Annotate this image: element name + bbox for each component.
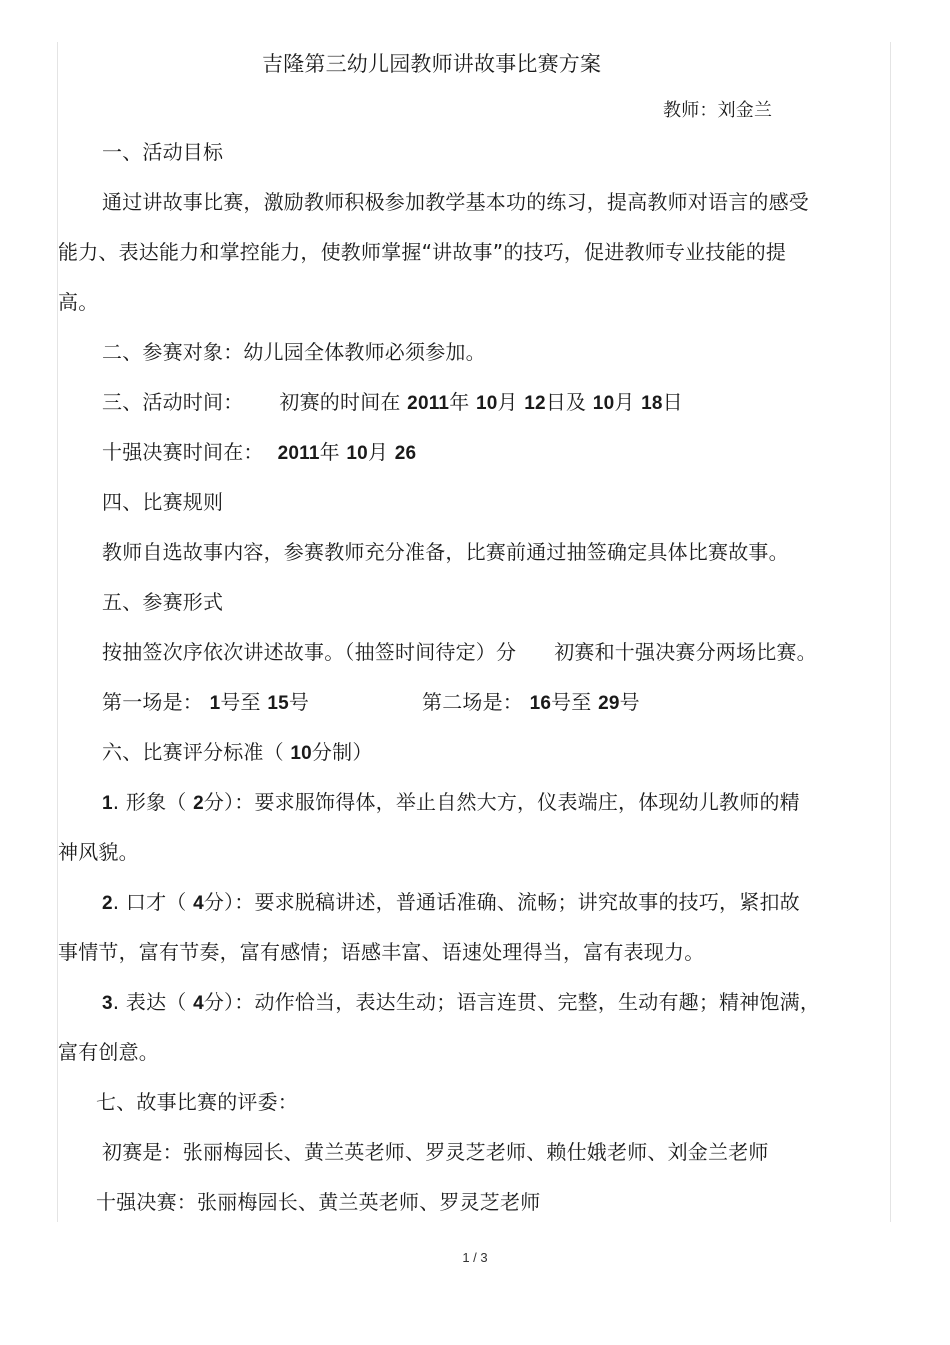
criterion-1-a: . 形象（ xyxy=(112,790,187,814)
section-5-paragraph-b: 初赛和十强决赛分两场比赛。 xyxy=(554,640,817,664)
final-month: 10 xyxy=(346,443,368,464)
group-1-to: 15 xyxy=(267,693,289,714)
section-5-group-1 xyxy=(102,689,309,717)
unit-month: 月 xyxy=(497,390,518,414)
section-5-group-2 xyxy=(422,689,640,717)
criterion-2-b: 分）：要求脱稿讲述，普通话准确、流畅；讲究故事的技巧，紧扣故 xyxy=(203,890,800,914)
judges-prelim: 初赛是：张丽梅园长、黄兰英老师、罗灵芝老师、赖仕娥老师、刘金兰老师 xyxy=(102,1140,769,1164)
section-3-prelim-line xyxy=(102,389,683,417)
group-1-label: 第一场是： xyxy=(102,690,203,714)
section-5-heading: 五、参赛形式 xyxy=(102,590,224,614)
judges-final: 十强决赛：张丽梅园长、黄兰英老师、罗灵芝老师 xyxy=(96,1190,541,1214)
group-2-mid: 号至 xyxy=(551,690,592,714)
section-3-final-line xyxy=(102,439,416,467)
document-title: 吉隆第三幼儿园教师讲故事比赛方案 xyxy=(262,52,602,76)
unit-month-2: 月 xyxy=(614,390,635,414)
criterion-2-points: 4 xyxy=(193,893,204,914)
criterion-1-line-1 xyxy=(102,789,800,817)
section-2-line: 二、参赛对象：幼儿园全体教师必须参加。 xyxy=(102,340,486,364)
criterion-1-num: 1 xyxy=(102,793,113,814)
unit-year: 年 xyxy=(449,390,470,414)
section-4-paragraph: 教师自选故事内容，参赛教师充分准备，比赛前通过抽签确定具体比赛故事。 xyxy=(102,540,789,564)
criterion-3-a: . 表达（ xyxy=(112,990,187,1014)
author-line: 教师：刘金兰 xyxy=(663,100,773,121)
criterion-2-line-2: 事情节，富有节奏，富有感情；语感丰富、语速处理得当，富有表现力。 xyxy=(58,940,705,964)
group-1-mid: 号至 xyxy=(220,690,261,714)
criterion-1-b: 分）：要求服饰得体，举止自然大方，仪表端庄，体现幼儿教师的精 xyxy=(203,790,800,814)
section-1-paragraph-line-2: 能力、表达能力和掌控能力，使教师掌握“讲故事”的技巧，促进教师专业技能的提 xyxy=(58,240,787,264)
unit-day: 日 xyxy=(662,390,683,414)
section-1-paragraph-line-3: 高。 xyxy=(58,290,99,314)
section-1-heading: 一、活动目标 xyxy=(102,140,224,164)
section-3-label: 三、活动时间： xyxy=(102,390,244,414)
final-unit-year: 年 xyxy=(319,440,340,464)
group-1-end: 号 xyxy=(288,690,310,714)
section-5-paragraph-a: 按抽签次序依次讲述故事。（抽签时间待定）分 xyxy=(102,640,517,664)
criterion-3-num: 3 xyxy=(102,993,113,1014)
group-2-label: 第二场是： xyxy=(422,690,523,714)
group-2-end: 号 xyxy=(619,690,640,714)
criterion-1-points: 2 xyxy=(193,793,204,814)
criterion-2-a: . 口才（ xyxy=(112,890,187,914)
section-6-heading xyxy=(102,739,373,767)
prelim-text: 初赛的时间在 xyxy=(279,390,401,414)
prelim-month-2: 10 xyxy=(592,393,615,414)
final-unit-month: 月 xyxy=(367,440,389,464)
prelim-day-1: 12 xyxy=(524,393,546,414)
section-6-heading-a: 六、比赛评分标准（ xyxy=(102,740,284,764)
section-4-heading: 四、比赛规则 xyxy=(102,490,224,514)
final-label: 十强决赛时间在： xyxy=(102,440,264,464)
criterion-3-b: 分）：动作恰当，表达生动；语言连贯、完整，生动有趣；精神饱满， xyxy=(203,990,821,1014)
prelim-day-2: 18 xyxy=(641,393,663,414)
final-year: 2011 xyxy=(277,443,320,464)
section-7-heading: 七、故事比赛的评委： xyxy=(96,1090,298,1114)
criterion-2-num: 2 xyxy=(102,893,113,914)
page-indicator: 1 / 3 xyxy=(462,1250,488,1265)
group-2-to: 29 xyxy=(598,693,620,714)
prelim-year: 2011 xyxy=(407,393,450,414)
unit-day-and: 日及 xyxy=(545,390,587,414)
section-6-heading-num: 10 xyxy=(290,743,312,764)
section-1-paragraph-line-1: 通过讲故事比赛，激励教师积极参加教学基本功的练习，提高教师对语言的感受 xyxy=(102,190,809,214)
criterion-2-line-1 xyxy=(102,889,800,917)
group-2-from: 16 xyxy=(529,693,552,714)
group-1-from: 1 xyxy=(209,693,221,714)
criterion-1-line-2: 神风貌。 xyxy=(58,840,139,864)
prelim-month: 10 xyxy=(475,393,498,414)
criterion-3-points: 4 xyxy=(193,993,204,1014)
criterion-3-line-1 xyxy=(102,989,820,1017)
criterion-3-line-2: 富有创意。 xyxy=(58,1040,159,1064)
page-border-right xyxy=(890,42,891,1222)
section-5-paragraph xyxy=(102,639,817,665)
final-day: 26 xyxy=(394,443,417,464)
section-6-heading-b: 分制） xyxy=(311,740,373,764)
